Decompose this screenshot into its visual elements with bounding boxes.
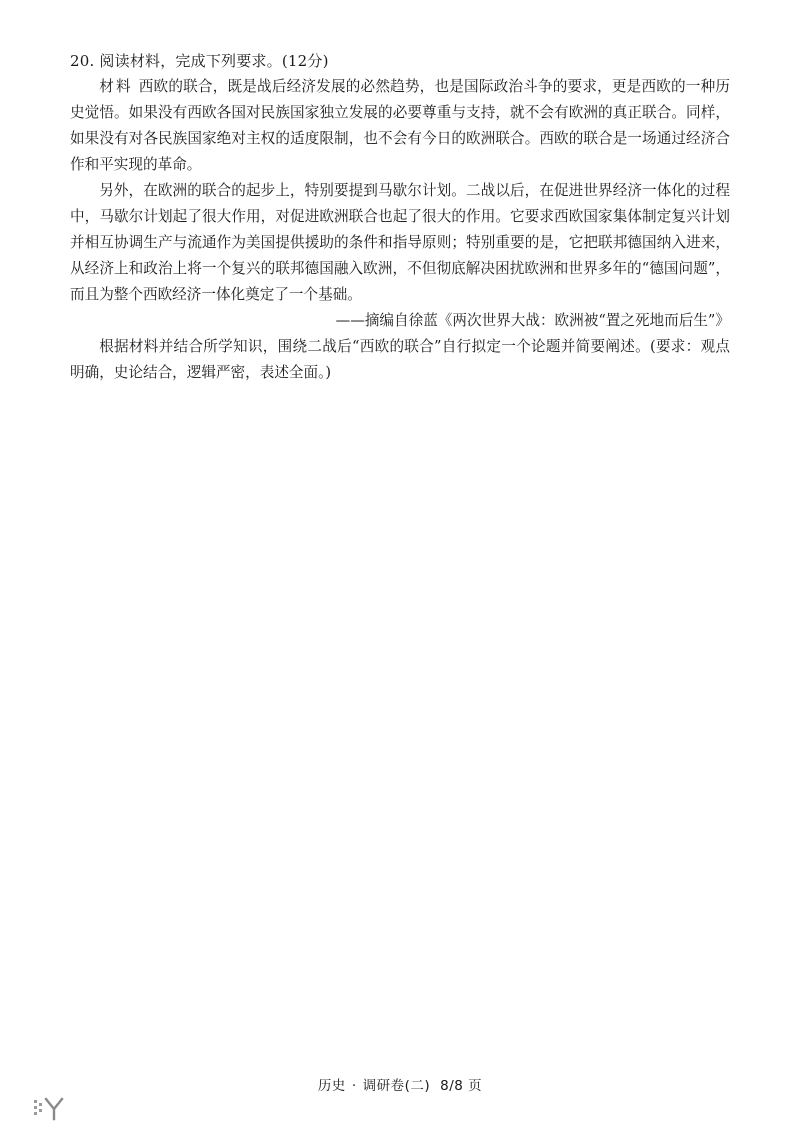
footer-subject: 历史 (317, 1078, 346, 1094)
corner-scan-mark-icon (32, 1094, 72, 1122)
question-heading: 20. 阅读材料，完成下列要求。(12分) (70, 52, 329, 70)
material-paragraph-1-text: 西欧的联合，既是战后经济发展的必然趋势，也是国际政治斗争的要求，更是西欧的一种历史觉悟。如果没有西欧各国对民族国家独立发展的必要尊重与支持，就不会有欧洲的真正联合。同样，如果没有对各民族国家绝对主权的适度限制，也不会有今日的欧洲联合。西欧的联合是一场通过经济合作和平实现的革命。 (70, 78, 730, 173)
page-footer (0, 1074, 800, 1094)
question-block (70, 48, 730, 386)
task-prompt: 根据材料并结合所学知识，围绕二战后“西欧的联合”自行拟定一个论题并简要阐述。(要求：观点明确，史论结合，逻辑严密，表述全面。) (70, 338, 730, 381)
material-paragraph-2: 另外，在欧洲的联合的起步上，特别要提到马歇尔计划。二战以后，在促进世界经济一体化的过程中，马歇尔计划起了很大作用，对促进欧洲联合也起了很大的作用。它要求西欧国家集体制定复兴计划并相互协调生产与流通作为美国提供援助的条件和指导原则；特别重要的是，它把联邦德国纳入进来，从经济上和政治上将一个复兴的联邦德国融入欧洲，不但彻底解决困扰欧洲和世界多年的“德国问题”，而且为整个西欧经济一体化奠定了一个基础。 (70, 182, 730, 303)
footer-separator: · (351, 1078, 357, 1094)
footer-page-number: 8/8 页 (440, 1078, 483, 1094)
material-paragraph-1 (70, 74, 730, 178)
material-label: 材料 (99, 78, 133, 95)
material-citation: ——摘编自徐蓝《两次世界大战：欧洲被“置之死地而后生”》 (335, 312, 730, 329)
footer-exam: 调研卷(二) (362, 1078, 431, 1094)
